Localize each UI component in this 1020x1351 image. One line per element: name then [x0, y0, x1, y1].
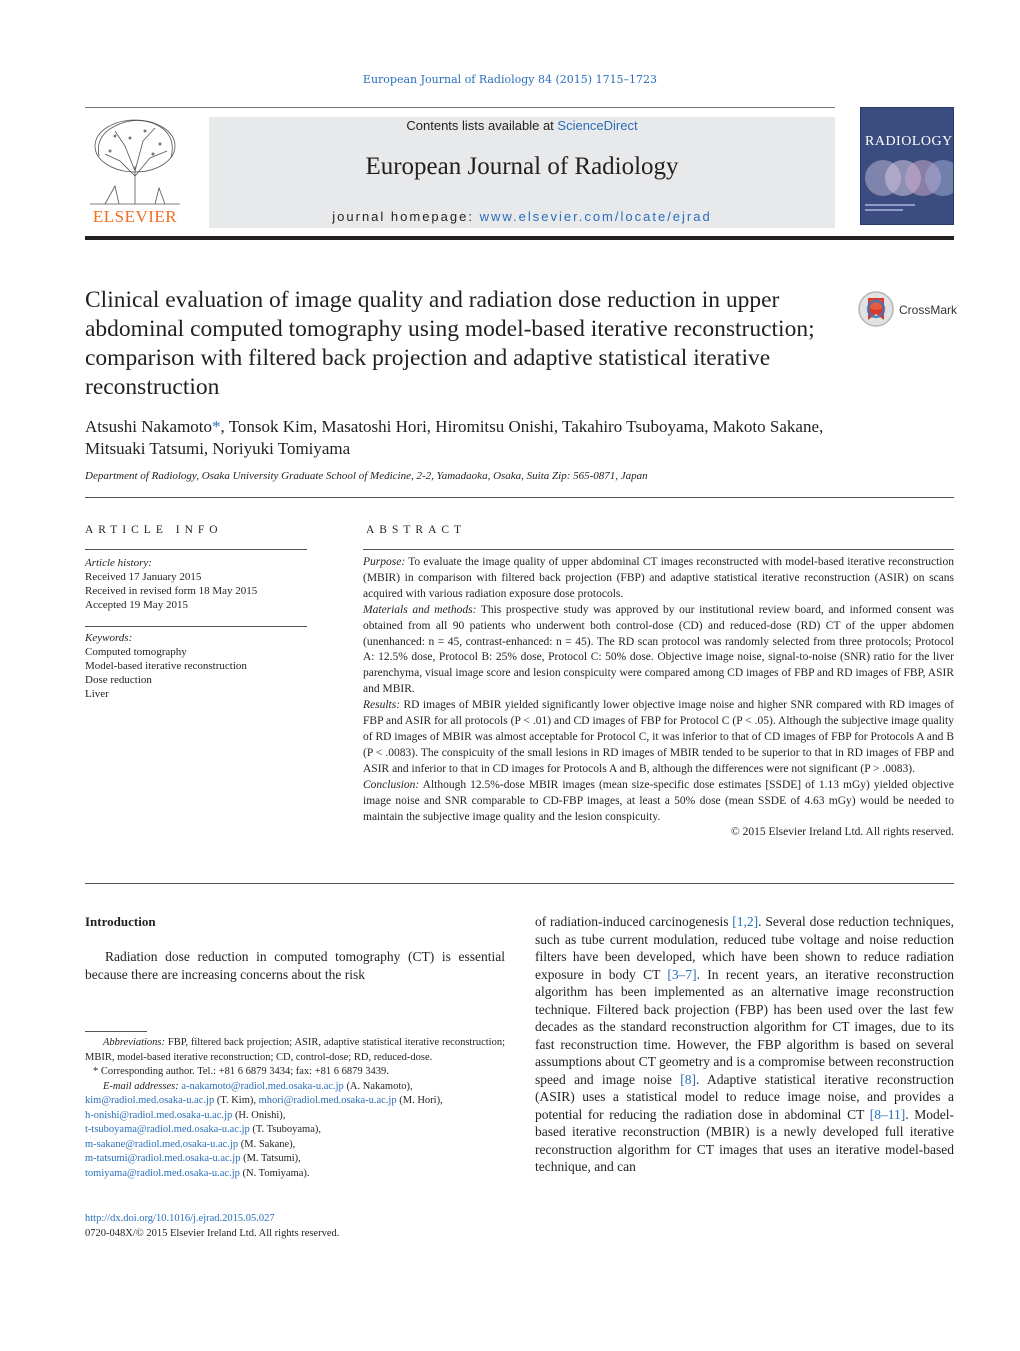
email-link[interactable]: m-sakane@radiol.med.osaka-u.ac.jp [85, 1138, 239, 1150]
abstract-heading: ABSTRACT [366, 524, 467, 536]
journal-banner [209, 117, 835, 228]
body-text: . Several dose reduction techniques, such as tube current modulation, reduced tube voltage and noise reduction filters have been developed, which have been shown to reduce radiation exposure in body CT [535, 914, 954, 982]
email-link[interactable]: h-onishi@radiol.med.osaka-u.ac.jp [85, 1109, 233, 1121]
doi-block [85, 1212, 339, 1241]
cover-title: RADIOLOGY [865, 134, 953, 149]
footnotes [85, 1036, 505, 1181]
doi-link[interactable]: http://dx.doi.org/10.1016/j.ejrad.2015.05.027 [85, 1213, 275, 1224]
email-link[interactable]: m-tatsumi@radiol.med.osaka-u.ac.jp [85, 1153, 241, 1164]
introduction-heading: Introduction [85, 914, 156, 929]
abstract-conclusion [363, 778, 954, 826]
conclusion-label: Conclusion: [363, 778, 420, 791]
contents-line [209, 118, 835, 133]
affiliation: Department of Radiology, Osaka University Graduate School of Medicine, 2-2, Yamadaoka, Osaka, Suita Zip: 565-0871, Japan [85, 470, 648, 482]
body-text: . Model-based iterative reconstruction (MBIR) is a newly developed full iterative reconstruction algorithm for CT images that uses an iterative model-based technique, and can [535, 1106, 954, 1174]
methods-text: This prospective study was approved by our institutional review board, and informed consent was obtained from all 90 patients who underwent both control-dose (CD) and reduced-dose (RD) CT of the upper abdomen (unenhanced: n = 45, contrast-enhanced: n = 45). The RD scan protocol was randomly selected from three protocols; Protocol A: 12.5% dose, Protocol B: 25% dose, Protocol C: 50% dose. Objective image noise, signal-to-noise (SNR) ratio for the liver parenchyma, visual image score and lesion conspicuity were compared among CD images of FBP and RD images of FBP, ASIR and MBIR. [363, 603, 954, 696]
article-info-rule [85, 549, 307, 550]
email-owner: (H. Onishi), [232, 1109, 286, 1121]
history-label: Article history: [85, 557, 152, 569]
keywords-label: Keywords: [85, 632, 133, 644]
keyword: Liver [85, 688, 109, 700]
keywords-block [85, 631, 315, 701]
abbreviations-note [85, 1036, 505, 1065]
email-link[interactable]: a-nakamoto@radiol.med.osaka-u.ac.jp [181, 1080, 344, 1092]
abstract-rule [363, 549, 954, 550]
abstract-purpose [363, 555, 954, 603]
methods-label: Materials and methods: [363, 603, 477, 616]
results-text: RD images of MBIR yielded significantly lower objective image noise and higher SNR compared with RD images of FBP and ASIR for all protocols (P < .01) and CD images of FBP for Protocol C (P < .05). Although the subjective image quality of RD images of MBIR was almost acceptable for Protocol C, it was inferior to that of CD images of FBP for Protocols A and B (P < .0083). The conspicuity of the small lesions in RD images of MBIR tended to be superior to that in RD images of FBP and ASIR and inferior to that in CD images for Protocols A and B, although the differences were not significant (P > .0083). [363, 699, 954, 775]
body-text: . In recent years, an iterative reconstruction algorithm has been implemented as an alternative image reconstruction technique. Filtered back projection (FBP) has been used over the last few decades as the standard reconstruction algorithm for CT images, due to its fast reconstruction time. However, the FBP algorithm is based on several assumptions about CT geometry and is a compromise between reconstruction speed and image noise [535, 966, 954, 1087]
journal-cover-image [860, 107, 954, 225]
body-text: of radiation-induced carcinogenesis [535, 914, 733, 929]
keyword: Computed tomography [85, 646, 187, 658]
author-list [85, 416, 885, 460]
conclusion-text: Although 12.5%-dose MBIR images (mean size-specific dose estimates [SSDE] of 1.13 mGy) yielded objective image noise and SNR comparable to CD-FBP images, at least a 50% dose (mean SSDE of 4.63 mGy) would be needed to maintain the subjective image quality and the lesion conspicuity. [363, 778, 954, 823]
elsevier-wordmark: ELSEVIER [92, 207, 178, 226]
email-line [85, 1138, 505, 1153]
crossmark-label: CrossMark [899, 303, 958, 317]
abstract-results [363, 698, 954, 778]
abstract-body [363, 555, 954, 841]
email-owner: (M. Tatsumi), [240, 1153, 301, 1164]
body-text: . Adaptive statistical iterative reconstruction (ASIR) uses a statistical model to reduce image noise, and provides a potential for reducing the radiation dose in abdominal CT [535, 1071, 954, 1122]
email-line [85, 1109, 505, 1124]
title-rule [85, 497, 954, 498]
corresponding-note: * Corresponding author. Tel.: +81 6 6879 3434; fax: +81 6 6879 3439. [93, 1066, 389, 1077]
first-author: Atsushi Nakamoto [85, 417, 213, 436]
email-owner: (A. Nakamoto), [343, 1080, 413, 1092]
journal-citation[interactable]: European Journal of Radiology 84 (2015) 1715–1723 [362, 73, 658, 86]
email-owner: (T. Kim), [214, 1095, 257, 1106]
journal-name: European Journal of Radiology [365, 153, 679, 180]
keyword: Dose reduction [85, 674, 152, 686]
email-line [85, 1152, 505, 1167]
header-rule [85, 107, 835, 108]
reference-link[interactable]: [3–7] [667, 966, 697, 982]
abstract-methods [363, 603, 954, 698]
homepage-prefix: journal homepage: [332, 209, 480, 224]
article-history [85, 556, 315, 612]
received-date: Received 17 January 2015 [85, 571, 202, 583]
body-right-column [535, 913, 954, 1176]
homepage-link[interactable]: www.elsevier.com/locate/ejrad [479, 209, 712, 224]
reference-link[interactable]: [8] [680, 1071, 696, 1087]
email-link[interactable]: mhori@radiol.med.osaka-u.ac.jp [258, 1095, 397, 1106]
email-link[interactable]: kim@radiol.med.osaka-u.ac.jp [85, 1095, 215, 1106]
keyword: Model-based iterative reconstruction [85, 660, 247, 672]
email-line [85, 1123, 505, 1138]
abstract-copyright: © 2015 Elsevier Ireland Ltd. All rights reserved. [730, 826, 954, 839]
purpose-label: Purpose: [363, 556, 406, 568]
email-addresses [85, 1080, 505, 1095]
issn-copyright: 0720-048X/© 2015 Elsevier Ireland Ltd. All rights reserved. [85, 1227, 340, 1239]
crossmark-icon [857, 290, 895, 328]
abstract-end-rule [85, 883, 954, 884]
email-label: E-mail addresses: [103, 1080, 179, 1092]
contents-prefix: Contents lists available at [406, 118, 558, 133]
article-title: Clinical evaluation of image quality and radiation dose reduction in upper abdominal computed tomography using model-based iterative reconstruction; comparison with filtered back projection and adaptive statistical iterative reconstruction [85, 287, 815, 400]
accepted-date: Accepted 19 May 2015 [85, 599, 188, 611]
purpose-text: To evaluate the image quality of upper abdominal CT images reconstructed with model-based iterative reconstruction (MBIR) in comparison with filtered back projection (FBP) and adaptive statistical iterative reconstruction (ASIR) on scans acquired with various radiation exposure dose protocols. [363, 556, 954, 600]
abbreviations-text: FBP, filtered back projection; ASIR, adaptive statistical iterative reconstruction; MBIR, model-based iterative reconstruction; CD, control-dose; RD, reduced-dose. [85, 1037, 505, 1063]
email-link[interactable]: tomiyama@radiol.med.osaka-u.ac.jp [85, 1167, 240, 1179]
abbreviations-label: Abbreviations: [103, 1037, 166, 1048]
email-line [85, 1094, 505, 1109]
other-authors: , Tonsok Kim, Masatoshi Hori, Hiromitsu Onishi, Takahiro Tsuboyama, Makoto Sakane, Mitsuaki Tatsumi, Noriyuki Tomiyama [85, 417, 824, 458]
revised-date: Received in revised form 18 May 2015 [85, 585, 258, 597]
email-owner: (N. Tomiyama). [239, 1167, 310, 1179]
corresponding-author-star[interactable]: * [212, 417, 221, 436]
email-owner: (M. Sakane), [238, 1138, 296, 1150]
email-owner: (T. Tsuboyama), [249, 1124, 321, 1135]
sciencedirect-link[interactable]: ScienceDirect [557, 118, 638, 133]
email-link[interactable]: t-tsuboyama@radiol.med.osaka-u.ac.jp [85, 1124, 250, 1135]
crossmark-button[interactable] [857, 290, 957, 330]
cover-art [861, 108, 954, 225]
email-line [85, 1167, 505, 1182]
footnote-rule [85, 1031, 147, 1032]
email-owner: (M. Hori), [396, 1095, 443, 1106]
body-left-column [85, 948, 505, 983]
results-label: Results: [363, 699, 401, 712]
keywords-rule [85, 626, 307, 627]
journal-homepage [209, 209, 835, 224]
reference-link[interactable]: [1,2] [732, 914, 759, 929]
reference-link[interactable]: [8–11] [869, 1106, 906, 1122]
header-thick-rule [85, 236, 954, 240]
article-info-heading: ARTICLE INFO [85, 524, 223, 536]
intro-paragraph: Radiation dose reduction in computed tomography (CT) is essential because there are increasing concerns about the risk [85, 949, 505, 982]
